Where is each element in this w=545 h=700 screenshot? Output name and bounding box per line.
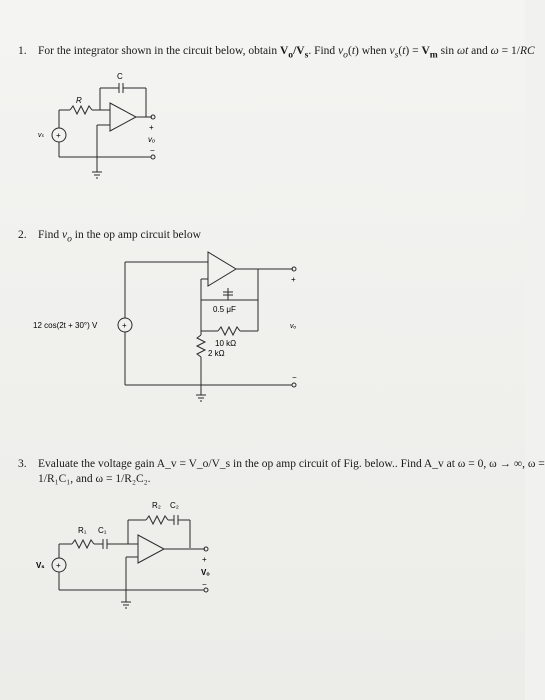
problem-3-text-line-1: Evaluate the voltage gain A_v = V_o/V_s in the op amp circuit of Fig. below.. Find A_v at ω = 0, ω → ∞, ω = xyxy=(38,458,545,470)
circuit-3-resistor-r2-icon xyxy=(146,516,168,524)
circuit-1-integrator xyxy=(52,83,155,178)
circuit-1-label-plus: + xyxy=(149,123,154,132)
circuit-1-label-vo: vₒ xyxy=(148,135,156,144)
circuit-3-label-r2: R₂ xyxy=(152,501,161,510)
circuit-2-resistor-2k-icon xyxy=(197,335,205,357)
circuit-1-label-minus: − xyxy=(150,146,155,155)
circuit-2-label-source-plus: + xyxy=(122,321,127,330)
circuit-1-label-vs: vₛ xyxy=(38,132,45,139)
circuit-2 xyxy=(118,252,296,401)
circuit-3-label-vo: Vₒ xyxy=(201,568,210,577)
circuit-2-label-r1: 10 kΩ xyxy=(215,339,237,348)
circuit-3-label-source-plus: + xyxy=(56,561,61,570)
circuit-1-resistor-icon xyxy=(70,106,92,114)
problem-3-number: 3. xyxy=(18,458,27,470)
circuit-2-label-minus: − xyxy=(292,373,297,382)
problem-1-text: For the integrator shown in the circuit below, obtain $V_o/V_s$. Find $v_o(t)$ when $v_s(t) = V_m$ sin ωt and ω = 1/RC xyxy=(38,45,535,61)
problem-1-number: 1. xyxy=(18,45,27,57)
circuit-2-label-source: 12 cos(2t + 30°) V xyxy=(33,321,98,330)
problem-2-text: Find $v_o$ in the op amp circuit below xyxy=(38,229,201,245)
circuit-2-op-amp-icon xyxy=(208,252,236,286)
problem-2-number: 2. xyxy=(18,229,27,241)
circuit-1-label-r: R xyxy=(76,96,82,105)
circuit-3 xyxy=(52,515,208,608)
circuit-1-label-source-plus: + xyxy=(56,131,61,140)
circuit-2-label-capacitor: 0.5 μF xyxy=(213,305,236,314)
circuit-2-resistor-10k-icon xyxy=(218,327,240,335)
circuit-2-label-plus: + xyxy=(291,275,296,284)
circuit-3-label-c2: C₂ xyxy=(170,501,179,510)
problem-3-text-line-2: 1/R₁C₁, and ω = 1/R₂C₂. xyxy=(38,473,151,485)
circuit-3-label-r1: R₁ xyxy=(78,526,87,535)
circuit-2-label-vo: vₒ xyxy=(290,323,297,330)
circuit-1-label-c: C xyxy=(117,72,123,81)
circuit-3-label-minus: − xyxy=(202,580,207,589)
circuit-1-op-amp-icon xyxy=(110,103,136,131)
circuit-3-label-c1: C₁ xyxy=(98,526,107,535)
circuit-2-label-r2: 2 kΩ xyxy=(208,349,225,358)
circuit-3-label-vs: Vₛ xyxy=(36,561,45,570)
circuit-3-resistor-r1-icon xyxy=(72,540,94,548)
circuit-3-label-plus: + xyxy=(202,555,207,564)
circuit-3-op-amp-icon xyxy=(138,535,164,563)
